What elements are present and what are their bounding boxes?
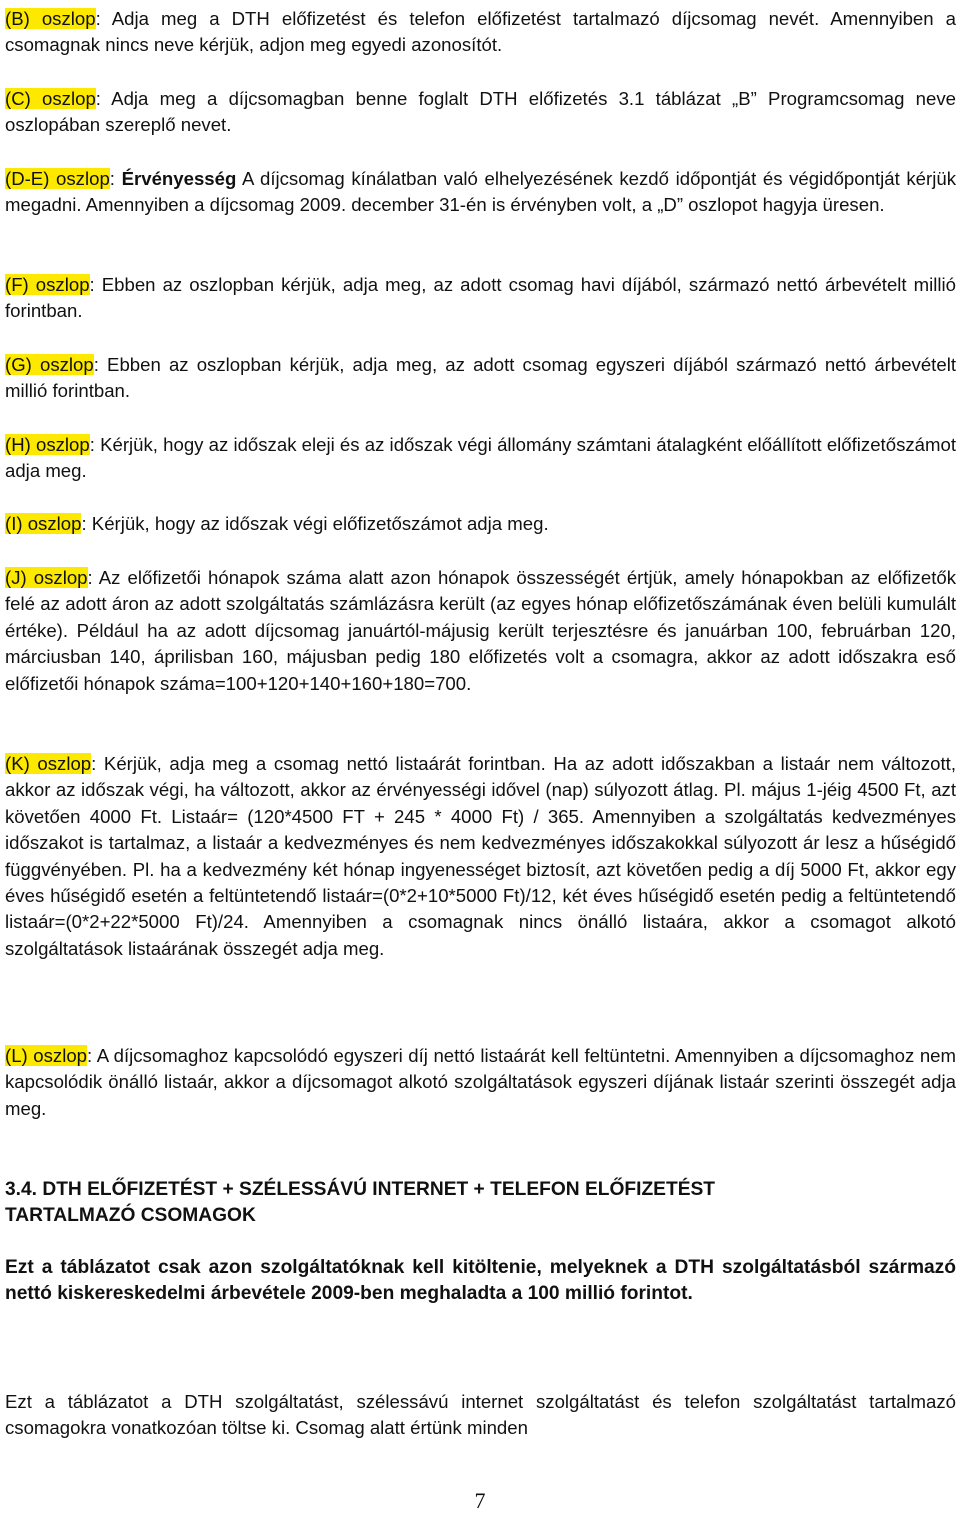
column-label-j: (J) oszlop — [5, 567, 88, 588]
column-g-text: : Ebben az oszlopban kérjük, adja meg, az adott csomag egyszeri díjából származó nettó árbevételt millió forintban. — [5, 354, 956, 402]
closing-paragraph: Ezt a táblázatot a DTH szolgáltatást, szélessávú internet szolgáltatást és telefon szolgáltatást tartalmazó csomagokra vonatkozóan töltse ki. Csomag alatt értünk minden — [5, 1391, 956, 1439]
page-number: 7 — [474, 1488, 486, 1513]
column-label-l: (L) oszlop — [5, 1045, 88, 1066]
section-heading-line-1: 3.4. DTH ELŐFIZETÉST + SZÉLESSÁVÚ INTERNET + TELEFON ELŐFIZETÉST — [5, 1179, 716, 1200]
section-heading-line-2: TARTALMAZÓ CSOMAGOK — [5, 1205, 256, 1227]
paragraph-column-c — [5, 86, 956, 139]
paragraph-column-k — [5, 751, 956, 962]
paragraph-column-b — [5, 6, 956, 59]
section-heading — [5, 1177, 715, 1230]
column-c-text: : Adja meg a díjcsomagban benne foglalt DTH előfizetés 3.1 táblázat „B” Programcsomag neve oszlopában szereplő nevet. — [5, 88, 956, 136]
column-label-k: (K) oszlop — [5, 753, 92, 774]
column-de-text: A díjcsomag kínálatban való elhelyezésének kezdő időpontját és végidőpontját kérjük megadni. Amennyiben a díjcsomag 2009. december 31-én is érvényben volt, a „D” oszlopot hagyja üresen. — [5, 168, 956, 216]
column-h-text: : Kérjük, hogy az időszak eleji és az időszak végi állomány számtani átalagként előállított előfizetőszámot adja meg. — [5, 434, 956, 482]
paragraph-column-g — [5, 352, 956, 405]
paragraph-column-de — [5, 166, 956, 219]
paragraph-column-l — [5, 1043, 956, 1122]
column-label-de: (D-E) oszlop — [5, 168, 110, 189]
paragraph-column-f — [5, 272, 956, 325]
column-b-text: : Adja meg a DTH előfizetést és telefon előfizetést tartalmazó díjcsomag nevét. Amennyiben a csomagnak nincs neve kérjük, adjon meg egyedi azonosítót. — [5, 8, 956, 56]
column-label-f: (F) oszlop — [5, 274, 90, 295]
bold-note-paragraph: Ezt a táblázatot csak azon szolgáltatóknak kell kitöltenie, melyeknek a DTH szolgáltatásból származó nettó kiskereskedelmi árbevétele 2009-ben meghaladta a 100 millió forintot. — [5, 1257, 956, 1305]
column-label-g: (G) oszlop — [5, 354, 94, 375]
column-label-c: (C) oszlop — [5, 88, 96, 109]
column-k-text: : Kérjük, adja meg a csomag nettó listaárát forintban. Ha az adott időszakban a listaár nem változott, akkor az időszak végi, ha változott, akkor az érvényességi idővel (nap) súlyozott átlag. Pl. május 1-jéig 4500 Ft, azt követően 4000 Ft. Listaár= (120*4500 FT + 245 * 4000 Ft) / 365. Amennyiben a szolgáltatás kedvezményes időszakot is tartalmaz, a listaár a kedvezményes és nem kedvezményes időszakokkal súlyozott ár lesz a hűségidő függvényében. Pl. ha a kedvezmény két hónap ingyenességet biztosít, azt követően pedig a díj 5000 Ft, akkor egy éves hűségidő esetén a feltüntetendő listaár=(0*2+10*5000 Ft)/12, két éves hűségidő esetén pedig a feltüntetendő listaár=(0*2+22*5000 Ft)/24. Amennyiben a csomagnak nincs önálló listaára, akkor a csomagot alkotó szolgáltatások listaárának összegét adja meg. — [5, 753, 956, 959]
column-f-text: : Ebben az oszlopban kérjük, adja meg, az adott csomag havi díjából, származó nettó árbevételt millió forintban. — [5, 274, 956, 322]
paragraph-column-h — [5, 432, 956, 485]
column-de-separator: : — [109, 168, 122, 189]
column-label-h: (H) oszlop — [5, 434, 90, 455]
column-de-bold-term: Érvényesség — [121, 168, 237, 189]
column-label-i: (I) oszlop — [5, 513, 82, 534]
paragraph-column-i — [5, 511, 549, 537]
column-l-text: : A díjcsomaghoz kapcsolódó egyszeri díj nettó listaárát kell feltüntetni. Amennyiben a díjcsomaghoz nem kapcsolódik önálló listaár, akkor a díjcsomagot alkotó szolgáltatások egyszeri díjának listaár szerinti összegét adja meg. — [5, 1045, 956, 1119]
column-i-text: : Kérjük, hogy az időszak végi előfizetőszámot adja meg. — [81, 513, 549, 534]
column-label-b: (B) oszlop — [5, 8, 96, 29]
paragraph-column-j — [5, 565, 956, 697]
column-j-text: : Az előfizetői hónapok száma alatt azon hónapok összességét értjük, amely hónapokban az előfizetők felé az adott áron az adott szolgáltatás számlázásra került (az egyes hónap előfizetőszámának éven belüli kumulált értéke). Például ha az adott díjcsomag januártól-májusig került terjesztésre és januárban 100, februárban 120, márciusban 140, áprilisban 160, májusban pedig 180 előfizetés volt a csomagra, akkor az adott időszakra eső előfizetői hónapok száma=100+120+140+160+180=700. — [5, 567, 956, 694]
